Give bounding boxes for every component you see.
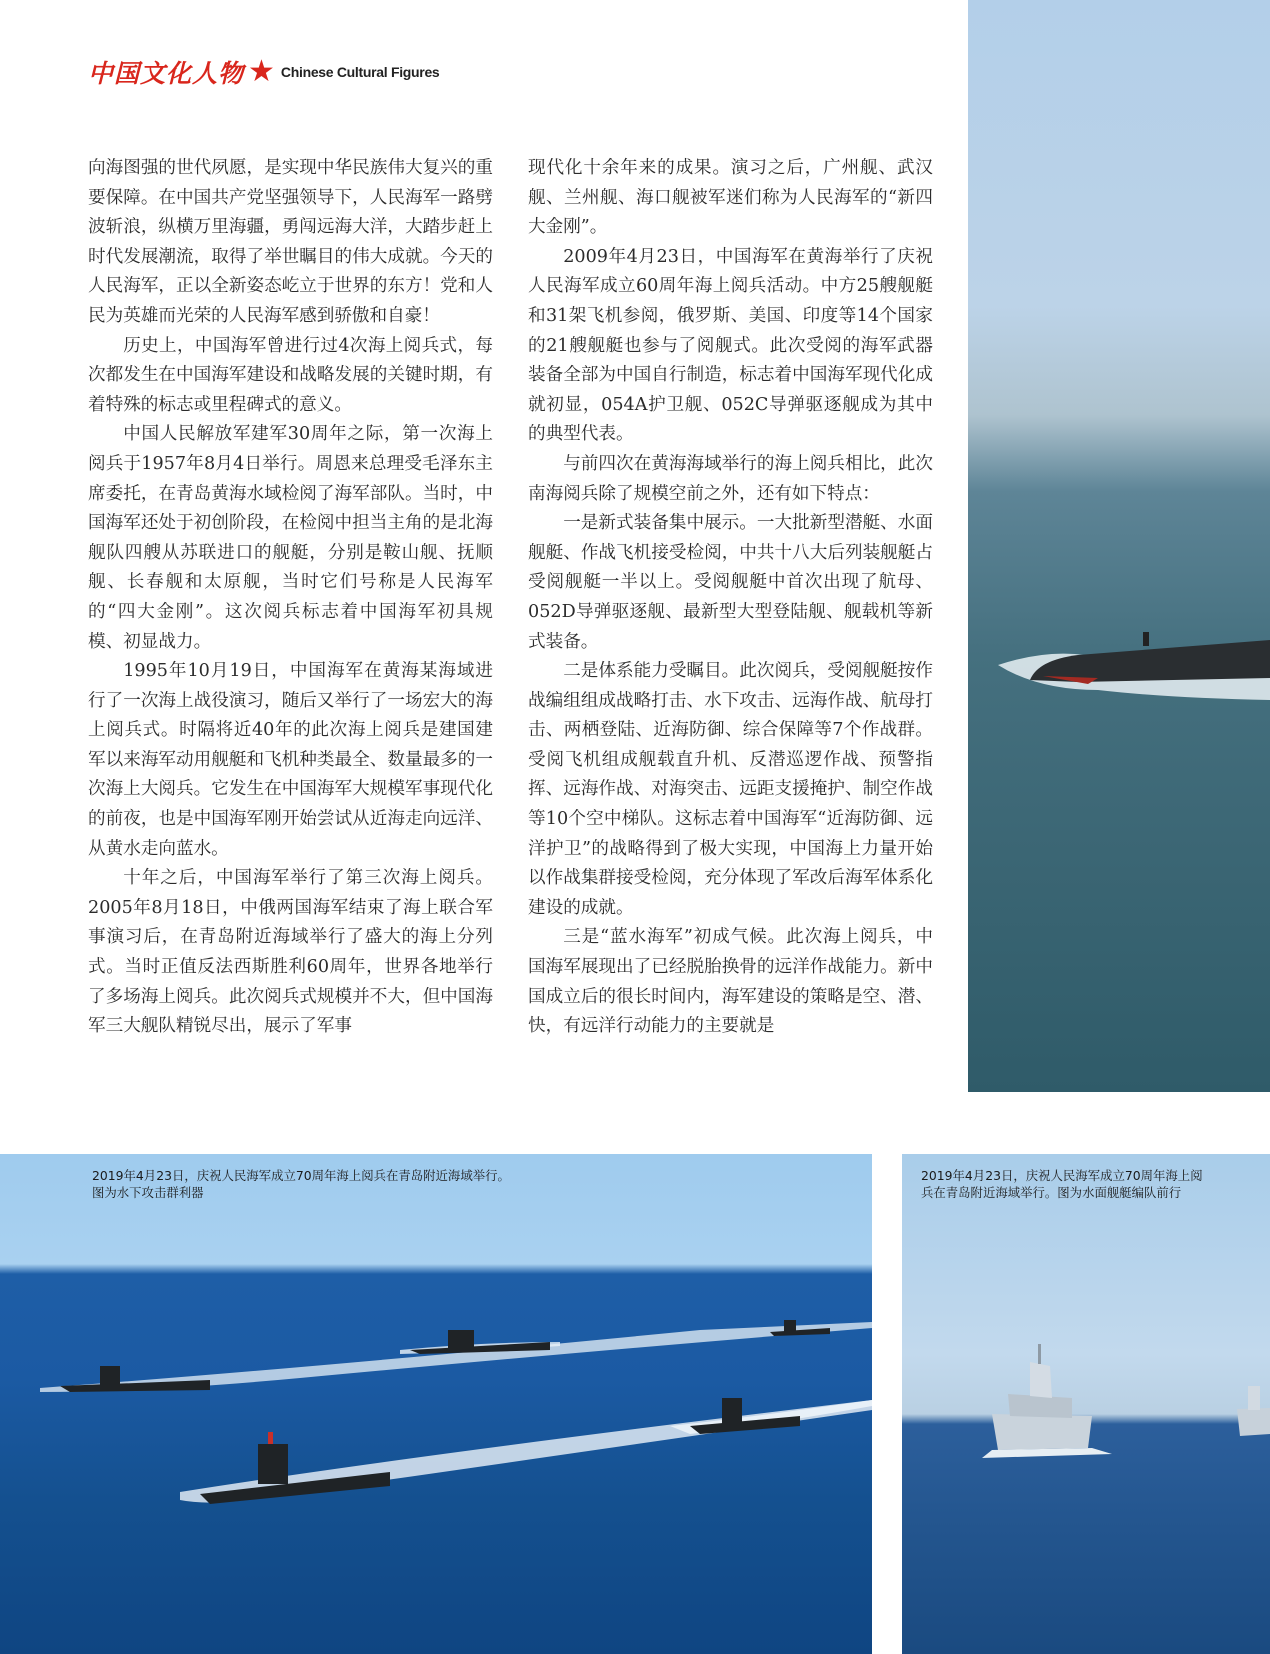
submarine-photo bbox=[968, 0, 1270, 1092]
paragraph: 历史上，中国海军曾进行过4次海上阅兵式，每次都发生在中国海军建设和战略发展的关键时期，有着特殊的标志或里程碑式的意义。 bbox=[88, 335, 493, 415]
paragraph: 现代化十余年来的成果。演习之后，广州舰、武汉舰、兰州舰、海口舰被军迷们称为人民海军的“新四大金刚”。 bbox=[528, 158, 933, 238]
paragraph: 二是体系能力受瞩目。此次阅兵，受阅舰艇按作战编组组成战略打击、水下攻击、远海作战、航母打击、两栖登陆、近海防御、综合保障等7个作战群。受阅飞机组成舰载直升机、反潜巡逻作战、预警指挥、远海作战、对海突击、远距支援掩护、制空作战等10个空中梯队。这标志着中国海军“近海防御、远洋护卫”的战略得到了极大实现，中国海上力量开始以作战集群接受检阅，充分体现了军改后海军体系化建设的成就。 bbox=[528, 661, 933, 918]
paragraph: 三是“蓝水海军”初成气候。此次海上阅兵，中国海军展现出了已经脱胎换骨的远洋作战能力。新中国成立后的很长时间内，海军建设的策略是空、潜、快，有远洋行动能力的主要就是 bbox=[528, 927, 933, 1037]
magazine-brand-chinese: 中国文化人物 bbox=[88, 59, 245, 88]
paragraph: 与前四次在黄海海域举行的海上阅兵相比，此次南海阅兵除了规模空前之外，还有如下特点： bbox=[528, 453, 933, 504]
paragraph: 一是新式装备集中展示。一大批新型潜艇、水面舰艇、作战飞机接受检阅，中共十八大后列装舰艇占受阅舰艇一半以上。受阅舰艇中首次出现了航母、052D导弹驱逐舰、最新型大型登陆舰、舰载机等新式装备。 bbox=[528, 513, 933, 652]
paragraph: 向海图强的世代夙愿，是实现中华民族伟大复兴的重要保障。在中国共产党坚强领导下，人民海军一路劈波斩浪，纵横万里海疆，勇闯远海大洋，大踏步赶上时代发展潮流，取得了举世瞩目的伟大成就。今天的人民海军，正以全新姿态屹立于世界的东方！党和人民为英雄而光荣的人民海军感到骄傲和自豪！ bbox=[88, 158, 493, 326]
submarine-formation-illustration bbox=[0, 1154, 872, 1654]
paragraph: 十年之后，中国海军举行了第三次海上阅兵。2005年8月18日，中俄两国海军结束了海上联合军事演习后，在青岛附近海域举行了盛大的海上分列式。当时正值反法西斯胜利60周年，世界各地举行了多场海上阅兵。此次阅兵式规模并不大，但中国海军三大舰队精锐尽出，展示了军事 bbox=[88, 868, 493, 1037]
magazine-brand-english: Chinese Cultural Figures bbox=[280, 64, 440, 80]
paragraph: 2009年4月23日，中国海军在黄海举行了庆祝人民海军成立60周年海上阅兵活动。中方25艘舰艇和31架飞机参阅，俄罗斯、美国、印度等14个国家的21艘舰艇也参与了阅舰式。此次受阅的海军武器装备全部为中国自行制造，标志着中国海军现代化成就初显，054A护卫舰、052C导弹驱逐舰成为其中的典型代表。 bbox=[528, 246, 933, 445]
warship-illustration bbox=[902, 1154, 1270, 1654]
photo-caption-submarines: 2019年4月23日，庆祝人民海军成立70周年海上阅兵在青岛附近海域举行。图为水下攻击群利器 bbox=[92, 1168, 510, 1200]
photo-caption-surface-ships: 2019年4月23日，庆祝人民海军成立70周年海上阅兵在青岛附近海域举行。图为水面舰艇编队前行 bbox=[921, 1168, 1203, 1200]
submarine-illustration bbox=[968, 0, 1270, 1092]
paragraph: 中国人民解放军建军30周年之际，第一次海上阅兵于1957年8月4日举行。周恩来总理受毛泽东主席委托，在青岛黄海水域检阅了海军部队。当时，中国海军还处于初创阶段，在检阅中担当主角的是北海舰队四艘从苏联进口的舰艇，分别是鞍山舰、抚顺舰、长春舰和太原舰，当时它们号称是人民海军的“四大金刚”。这次阅兵标志着中国海军初具规模、初显战力。 bbox=[88, 424, 493, 652]
article-column-right bbox=[528, 154, 933, 1100]
article-column-left bbox=[88, 154, 493, 1100]
paragraph: 1995年10月19日，中国海军在黄海某海域进行了一次海上战役演习，随后又举行了一场宏大的海上阅兵式。时隔将近40年的此次海上阅兵是建国建军以来海军动用舰艇和飞机种类最全、数量最多的一次海上大阅兵。它发生在中国海军大规模军事现代化的前夜，也是中国海军刚开始尝试从近海走向远洋、从黄水走向蓝水。 bbox=[88, 661, 493, 859]
submarine-formation-photo bbox=[0, 1154, 872, 1654]
red-star-icon: ★ bbox=[248, 54, 275, 89]
page-header bbox=[88, 54, 439, 90]
surface-ship-formation-photo bbox=[902, 1154, 1270, 1654]
